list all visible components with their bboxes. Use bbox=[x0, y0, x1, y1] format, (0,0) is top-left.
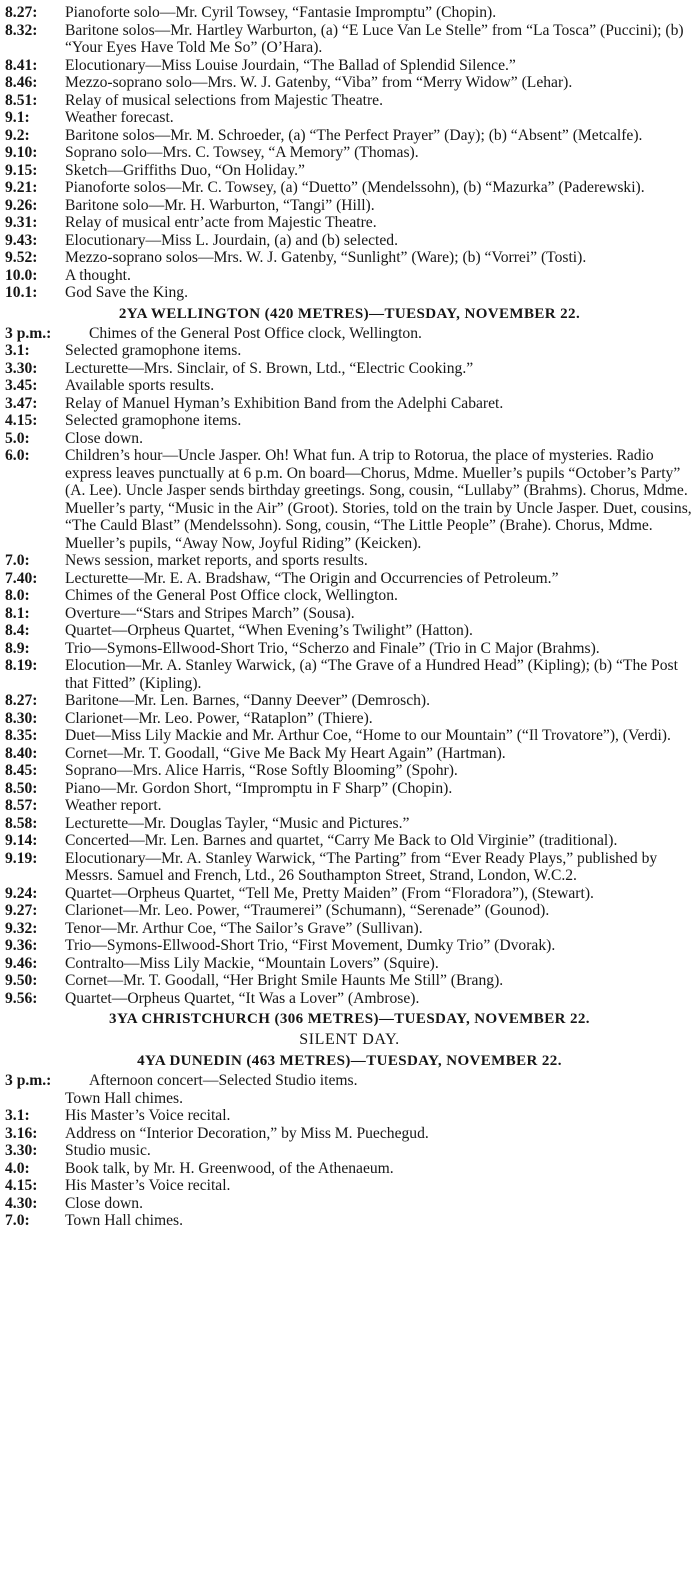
programme-entry bbox=[5, 622, 694, 640]
entry-time: 6.0: bbox=[5, 447, 30, 464]
entry-text: Relay of musical entr’acte from Majestic Theatre. bbox=[65, 214, 377, 231]
programme-entry bbox=[5, 412, 694, 430]
entry-text: Soprano solo—Mrs. C. Towsey, “A Memory” (Thomas). bbox=[65, 144, 419, 161]
entry-text: Elocutionary—Miss Louise Jourdain, “The Ballad of Splendid Silence.” bbox=[65, 56, 516, 74]
entry-time: 9.1: bbox=[5, 109, 30, 126]
entry-text: Cornet—Mr. T. Goodall, “Her Bright Smile Haunts Me Still” (Brang). bbox=[65, 972, 504, 989]
programme-entry bbox=[5, 109, 694, 127]
programme-entry bbox=[5, 1142, 694, 1160]
entry-time: 8.45: bbox=[5, 762, 38, 779]
entry-time: 8.27: bbox=[5, 4, 38, 21]
entry-time: 9.15: bbox=[5, 161, 38, 179]
entry-text: Soprano—Mrs. Alice Harris, “Rose Softly Blooming” (Spohr). bbox=[65, 762, 458, 779]
entry-time: 3.16: bbox=[5, 1124, 38, 1142]
entry-time: 4.15: bbox=[5, 1177, 38, 1194]
programme-entry bbox=[5, 92, 694, 110]
programme-entry bbox=[5, 179, 694, 197]
programme-sub-entry: Town Hall chimes. bbox=[65, 1089, 184, 1107]
entry-time: 7.0: bbox=[5, 552, 30, 569]
programme-entry bbox=[5, 267, 694, 285]
programme-entry bbox=[5, 144, 694, 162]
entry-time: 9.10: bbox=[5, 144, 38, 161]
programme-entry bbox=[5, 832, 694, 850]
entry-text: Elocutionary—Mr. A. Stanley Warwick, “The Parting” from “Ever Ready Plays,” published by Messrs. Samuel and French, Ltd., 26 Southampton Street, Strand, London, W.C.2. bbox=[65, 849, 658, 884]
entry-text: Mezzo-soprano solos—Mrs. W. J. Gatenby, “Sunlight” (Ware); (b) “Vorrei” (Tosti). bbox=[65, 249, 587, 266]
programme-list bbox=[5, 1107, 694, 1230]
entry-time: 9.36: bbox=[5, 937, 38, 954]
programme-entry bbox=[5, 955, 694, 973]
entry-time: 9.52: bbox=[5, 249, 38, 266]
programme-entry bbox=[5, 990, 694, 1008]
entry-text: Baritone solos—Mr. M. Schroeder, (a) “The Perfect Prayer” (Day); (b) “Absent” (Metcalfe). bbox=[65, 126, 643, 144]
entry-time: 3.1: bbox=[5, 1107, 30, 1124]
entry-text: Selected gramophone items. bbox=[65, 412, 242, 429]
programme-entry bbox=[5, 377, 694, 395]
programme-entry bbox=[5, 1125, 694, 1143]
entry-time: 9.19: bbox=[5, 849, 38, 867]
entry-text: Afternoon concert—Selected Studio items. bbox=[89, 1072, 358, 1089]
entry-time: 8.27: bbox=[5, 692, 38, 709]
entry-time: 9.31: bbox=[5, 214, 38, 231]
entry-text: Elocutionary—Miss L. Jourdain, (a) and (b) selected. bbox=[65, 231, 399, 249]
entry-text: God Save the King. bbox=[65, 284, 188, 301]
entry-text: Address on “Interior Decoration,” by Miss M. Puechegud. bbox=[65, 1124, 429, 1142]
programme-entry bbox=[5, 1072, 694, 1090]
entry-text: Lecturette—Mrs. Sinclair, of S. Brown, Ltd., “Electric Cooking.” bbox=[65, 359, 474, 377]
programme-entry bbox=[5, 4, 694, 22]
programme-entry bbox=[5, 325, 694, 343]
programme-entry bbox=[5, 780, 694, 798]
entry-time: 8.58: bbox=[5, 814, 38, 832]
entry-time: 9.21: bbox=[5, 179, 38, 196]
programme-entry bbox=[5, 570, 694, 588]
entry-time: 3 p.m.: bbox=[5, 1072, 52, 1089]
entry-time: 7.0: bbox=[5, 1212, 30, 1229]
programme-entry bbox=[5, 342, 694, 360]
entry-text: His Master’s Voice recital. bbox=[65, 1177, 231, 1194]
entry-time: 9.14: bbox=[5, 832, 38, 849]
programme-entry bbox=[5, 249, 694, 267]
programme-entry bbox=[5, 57, 694, 75]
entry-time: 8.46: bbox=[5, 74, 38, 91]
programme-entry bbox=[5, 214, 694, 232]
entry-text: A thought. bbox=[65, 266, 131, 284]
entry-text: Baritone—Mr. Len. Barnes, “Danny Deever” (Demrosch). bbox=[65, 692, 431, 709]
programme-entry bbox=[5, 850, 694, 885]
entry-text: Trio—Symons-Ellwood-Short Trio, “Scherzo and Finale” (Trio in C Major (Brahms). bbox=[65, 639, 600, 657]
entry-time: 8.40: bbox=[5, 744, 38, 762]
entry-time: 8.4: bbox=[5, 622, 30, 639]
entry-time: 8.19: bbox=[5, 657, 38, 674]
entry-text: Concerted—Mr. Len. Barnes and quartet, “Carry Me Back to Old Virginie” (traditional). bbox=[65, 832, 618, 849]
programme-entry bbox=[5, 22, 694, 57]
programme-list bbox=[5, 325, 694, 1008]
entry-text: Quartet—Orpheus Quartet, “Tell Me, Pretty Maiden” (From “Floradora”), (Stewart). bbox=[65, 884, 594, 902]
entry-text: Close down. bbox=[65, 429, 143, 447]
entry-time: 8.51: bbox=[5, 91, 38, 109]
entry-text: Baritone solos—Mr. Hartley Warburton, (a) “E Luce Van Le Stelle” from “La Tosca” (Puccini); (b) “Your Eyes Have Told Me So” (O’Hara). bbox=[65, 21, 684, 56]
programme-entry bbox=[5, 587, 694, 605]
entry-time: 8.9: bbox=[5, 639, 30, 657]
entry-time: 8.57: bbox=[5, 797, 38, 814]
programme-entry bbox=[5, 745, 694, 763]
entry-text: Duet—Miss Lily Mackie and Mr. Arthur Coe, “Home to our Mountain” (“Il Trovatore”), (Verdi). bbox=[65, 727, 671, 744]
programme-entry bbox=[5, 162, 694, 180]
entry-time: 3.30: bbox=[5, 359, 38, 377]
entry-time: 9.27: bbox=[5, 902, 38, 919]
entry-text: Children’s hour—Uncle Jasper. Oh! What fun. A trip to Rotorua, the place of mysteries. Radio express leaves punctually at 6 p.m. On board—Chorus, Mdme. Mueller’s pupils “October’s Party” (A. Lee). Uncle Jasper sends birthday greetings. Song, cousin, “Lullaby” (Brahms). Chorus, Mdme. Mueller’s party, “Music in the Air” (Groot). Stories, told on the train by Uncle Jasper. Duet, cousins, “The Cauld Blast” (Mendelssohn). Song, cousin, “The Little People” (Brahe). Chorus, Mdme. Mueller’s pupils, “Away Now, Joyful Riding” (Keicken). bbox=[65, 447, 692, 552]
entry-text: Sketch—Griffiths Duo, “On Holiday.” bbox=[65, 161, 305, 179]
entry-text: Quartet—Orpheus Quartet, “When Evening’s Twilight” (Hatton). bbox=[65, 622, 473, 639]
entry-text: Quartet—Orpheus Quartet, “It Was a Lover” (Ambrose). bbox=[65, 989, 420, 1007]
programme-entry bbox=[5, 74, 694, 92]
entry-time: 8.41: bbox=[5, 56, 38, 74]
entry-time: 8.35: bbox=[5, 727, 38, 744]
entry-text: Trio—Symons-Ellwood-Short Trio, “First Movement, Dumky Trio” (Dvorak). bbox=[65, 937, 556, 954]
entry-text: Chimes of the General Post Office clock, Wellington. bbox=[89, 324, 422, 342]
entry-text: Weather forecast. bbox=[65, 109, 174, 126]
silent-day-note: SILENT DAY. bbox=[299, 1031, 400, 1048]
programme-entry bbox=[5, 284, 694, 302]
programme-entry bbox=[5, 127, 694, 145]
programme-entry bbox=[5, 197, 694, 215]
programme-entry bbox=[5, 1107, 694, 1125]
entry-time: 9.32: bbox=[5, 919, 38, 937]
programme-entry bbox=[5, 552, 694, 570]
entry-time: 4.30: bbox=[5, 1194, 38, 1212]
programme-entry bbox=[5, 657, 694, 692]
entry-time: 4.0: bbox=[5, 1159, 30, 1177]
entry-text: Available sports results. bbox=[65, 377, 215, 394]
programme-entry bbox=[5, 885, 694, 903]
entry-time: 10.0: bbox=[5, 266, 38, 284]
entry-time: 9.24: bbox=[5, 884, 38, 902]
entry-text: Relay of Manuel Hyman’s Exhibition Band from the Adelphi Cabaret. bbox=[65, 394, 504, 412]
programme-entry bbox=[5, 920, 694, 938]
entry-time: 3.45: bbox=[5, 377, 38, 394]
entry-text: Tenor—Mr. Arthur Coe, “The Sailor’s Grave” (Sullivan). bbox=[65, 919, 423, 937]
entry-time: 10.1: bbox=[5, 284, 38, 301]
programme-entry bbox=[5, 972, 694, 990]
entry-time: 8.32: bbox=[5, 21, 38, 39]
programme-entry bbox=[5, 360, 694, 378]
entry-text: Town Hall chimes. bbox=[65, 1212, 184, 1229]
entry-time: 8.30: bbox=[5, 709, 38, 727]
entry-text: News session, market reports, and sports results. bbox=[65, 552, 368, 569]
entry-time: 7.40: bbox=[5, 569, 38, 587]
programme-entry bbox=[5, 692, 694, 710]
station-heading-3ya: 3YA CHRISTCHURCH (306 METRES)—TUESDAY, NOVEMBER 22. bbox=[109, 1011, 590, 1027]
entry-text: Clarionet—Mr. Leo. Power, “Traumerei” (Schumann), “Serenade” (Gounod). bbox=[65, 902, 550, 919]
programme-entry bbox=[5, 815, 694, 833]
entry-time: 9.50: bbox=[5, 972, 38, 989]
programme-entry bbox=[5, 1160, 694, 1178]
station-heading-2ya: 2YA WELLINGTON (420 METRES)—TUESDAY, NOVEMBER 22. bbox=[118, 305, 581, 322]
programme-entry bbox=[5, 1212, 694, 1230]
entry-time: 3 p.m.: bbox=[5, 324, 52, 342]
entry-time: 9.43: bbox=[5, 231, 38, 249]
entry-time: 3.30: bbox=[5, 1142, 38, 1159]
entry-text: Lecturette—Mr. E. A. Bradshaw, “The Origin and Occurrencies of Petroleum.” bbox=[65, 569, 559, 587]
entry-text: Baritone solo—Mr. H. Warburton, “Tangi” (Hill). bbox=[65, 196, 375, 214]
entry-text: Cornet—Mr. T. Goodall, “Give Me Back My Heart Again” (Hartman). bbox=[65, 744, 506, 762]
programme-entry bbox=[5, 640, 694, 658]
entry-text: Lecturette—Mr. Douglas Tayler, “Music and Pictures.” bbox=[65, 814, 410, 832]
entry-text: Overture—“Stars and Stripes March” (Sousa). bbox=[65, 604, 355, 622]
entry-text: Piano—Mr. Gordon Short, “Impromptu in F Sharp” (Chopin). bbox=[65, 779, 453, 797]
programme-entry bbox=[5, 395, 694, 413]
entry-time: 3.1: bbox=[5, 342, 30, 359]
entry-time: 9.2: bbox=[5, 126, 30, 144]
entry-time: 9.26: bbox=[5, 196, 38, 214]
programme-entry bbox=[5, 605, 694, 623]
programme-entry bbox=[5, 232, 694, 250]
entry-text: Close down. bbox=[65, 1194, 143, 1212]
entry-time: 9.56: bbox=[5, 989, 38, 1007]
programme-entry bbox=[5, 797, 694, 815]
entry-time: 8.1: bbox=[5, 604, 30, 622]
entry-text: Relay of musical selections from Majestic Theatre. bbox=[65, 91, 383, 109]
entry-time: 9.46: bbox=[5, 954, 38, 972]
programme-entry bbox=[5, 1177, 694, 1195]
entry-time: 8.50: bbox=[5, 779, 38, 797]
entry-text: Contralto—Miss Lily Mackie, “Mountain Lovers” (Squire). bbox=[65, 954, 439, 972]
entry-text: Pianoforte solo—Mr. Cyril Towsey, “Fantasie Impromptu” (Chopin). bbox=[65, 4, 497, 21]
entry-text: Chimes of the General Post Office clock, Wellington. bbox=[65, 587, 398, 604]
station-heading-4ya: 4YA DUNEDIN (463 METRES)—TUESDAY, NOVEMBER 22. bbox=[137, 1053, 562, 1069]
programme-entry bbox=[5, 902, 694, 920]
programme-entry bbox=[5, 727, 694, 745]
entry-text: Selected gramophone items. bbox=[65, 342, 242, 359]
programme-list bbox=[5, 4, 694, 302]
entry-text: Clarionet—Mr. Leo. Power, “Rataplon” (Thiere). bbox=[65, 709, 373, 727]
entry-text: Pianoforte solos—Mr. C. Towsey, (a) “Duetto” (Mendelssohn), (b) “Mazurka” (Paderewski). bbox=[65, 179, 645, 196]
programme-entry bbox=[5, 937, 694, 955]
programme-entry bbox=[5, 762, 694, 780]
entry-text: Mezzo-soprano solo—Mrs. W. J. Gatenby, “Viba” from “Merry Widow” (Lehar). bbox=[65, 74, 573, 91]
entry-time: 8.0: bbox=[5, 587, 30, 604]
programme-entry bbox=[5, 710, 694, 728]
entry-time: 5.0: bbox=[5, 429, 30, 447]
programme-entry bbox=[5, 430, 694, 448]
entry-text: Weather report. bbox=[65, 797, 162, 814]
programme-entry bbox=[5, 447, 694, 552]
entry-text: Book talk, by Mr. H. Greenwood, of the Athenaeum. bbox=[65, 1159, 394, 1177]
entry-text: Studio music. bbox=[65, 1142, 151, 1159]
entry-time: 4.15: bbox=[5, 412, 38, 429]
entry-time: 3.47: bbox=[5, 394, 38, 412]
entry-text: His Master’s Voice recital. bbox=[65, 1107, 231, 1124]
programme-entry bbox=[5, 1195, 694, 1213]
entry-text: Elocution—Mr. A. Stanley Warwick, (a) “The Grave of a Hundred Head” (Kipling); (b) “The Post that Fitted” (Kipling). bbox=[65, 657, 678, 692]
